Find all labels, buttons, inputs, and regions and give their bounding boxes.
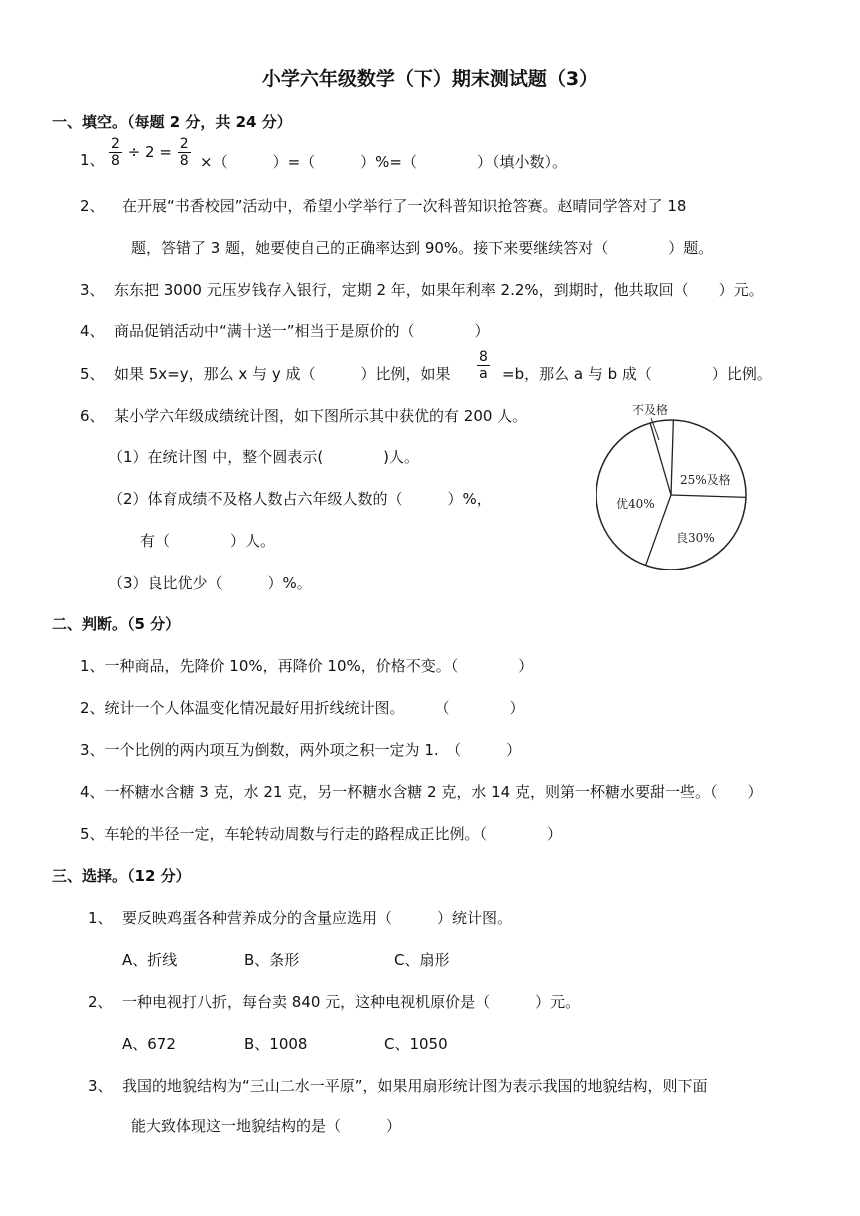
grade-pie-chart (596, 400, 756, 570)
question-6-number: 6、 (80, 407, 105, 425)
choice-1-text: 要反映鸡蛋各种营养成分的含量应选用（ ）统计图。 (122, 909, 513, 927)
question-5-text-post: =b，那么 a 与 b 成（ ）比例。 (502, 365, 772, 383)
choice-2-option-c: C、1050 (384, 1035, 448, 1053)
section-heading-judgement: 二、判断。（5 分） (52, 615, 181, 633)
choice-3-line1: 我国的地貌结构为“三山二水一平原”，如果用扇形统计图为表示我国的地貌结构，则下面 (122, 1077, 708, 1095)
boundary-fail-start (650, 423, 671, 495)
question-1-blanks: ×（ ）=（ ）%=（ ）（填小数）。 (200, 153, 567, 171)
judgement-item-2: 2、统计一个人体温变化情况最好用折线统计图。 （ ） (80, 699, 525, 717)
question-6-sub3: （3）良比优少（ ）%。 (108, 574, 312, 592)
choice-3-line2: 能大致体现这一地貌结构的是（ ） (131, 1117, 402, 1135)
fraction-2-8-result: $\frac{2}{8}$ (179, 136, 189, 169)
choice-2-text: 一种电视打八折，每台卖 840 元，这种电视机原价是（ ）元。 (122, 993, 581, 1011)
question-2-number: 2、 (80, 197, 105, 215)
choice-1-number: 1、 (88, 909, 113, 927)
judgement-item-5: 5、车轮的半径一定，车轮转动周数与行走的路程成正比例。（ ） (80, 825, 563, 843)
question-3-number: 3、 (80, 281, 105, 299)
judgement-item-1: 1、一种商品，先降价 10%，再降价 10%，价格不变。（ ） (80, 657, 534, 675)
choice-2-number: 2、 (88, 993, 113, 1011)
question-6-sub1: （1）在统计图 中，整个圆表示( )人。 (108, 448, 420, 466)
label-excellent: 优40% (616, 497, 655, 511)
choice-2-option-b: B、1008 (244, 1035, 308, 1053)
section-heading-fill-in: 一、填空。（每题 2 分，共 24 分） (52, 113, 292, 131)
question-3-text: 东东把 3000 元压岁钱存入银行，定期 2 年，如果年利率 2.2%，到期时，他共取回（ ）元。 (114, 281, 764, 299)
question-4-text: 商品促销活动中“满十送一”相当于是原价的（ ） (114, 322, 490, 340)
label-pass: 25%及格 (680, 473, 731, 487)
section-heading-choice: 三、选择。（12 分） (52, 867, 191, 885)
question-4-number: 4、 (80, 322, 105, 340)
boundary-fail-pass (671, 420, 673, 495)
question-6-sub2a: （2）体育成绩不及格人数占六年级人数的（ ）%， (108, 490, 492, 508)
page-title: 小学六年级数学（下）期末测试题（3） (261, 68, 599, 90)
fraction-2-8: $\frac{2}{8}$ (111, 136, 120, 169)
choice-1-option-b: B、条形 (244, 951, 300, 969)
choice-3-number: 3、 (88, 1077, 113, 1095)
label-good: 良30% (676, 531, 715, 545)
judgement-item-4: 4、一杯糖水含糖 3 克，水 21 克，另一杯糖水含糖 2 克，水 14 克，则第一杯糖水要甜一些。（ ） (80, 783, 763, 801)
question-2-line1: 在开展“书香校园”活动中，希望小学举行了一次科普知识抢答赛。赵晴同学答对了 18 (122, 197, 687, 215)
question-1-number: 1、 (80, 151, 105, 169)
choice-1-option-a: A、折线 (122, 951, 178, 969)
question-5-text-pre: 如果 5x=y，那么 x 与 y 成（ ）比例，如果 (114, 365, 451, 383)
boundary-pass-good (671, 495, 746, 497)
question-1-expression: $\frac{2}{8}$ ÷ 2 = $\frac{2}{8}$ (111, 136, 189, 169)
question-5-fraction: $\frac{8}{a}$ (479, 349, 488, 382)
label-fail: 不及格 (632, 403, 669, 417)
choice-1-option-c: C、扇形 (394, 951, 450, 969)
choice-2-option-a: A、672 (122, 1035, 176, 1053)
question-5-number: 5、 (80, 365, 105, 383)
judgement-item-3: 3、一个比例的两内项互为倒数，两外项之积一定为 1. （ ） (80, 741, 522, 759)
question-6-sub2b: 有（ ）人。 (140, 532, 276, 550)
question-6-text: 某小学六年级成绩统计图，如下图所示其中获优的有 200 人。 (114, 407, 528, 425)
question-2-line2: 题，答错了 3 题，她要使自己的正确率达到 90%。接下来要继续答对（ ）题。 (131, 239, 714, 257)
